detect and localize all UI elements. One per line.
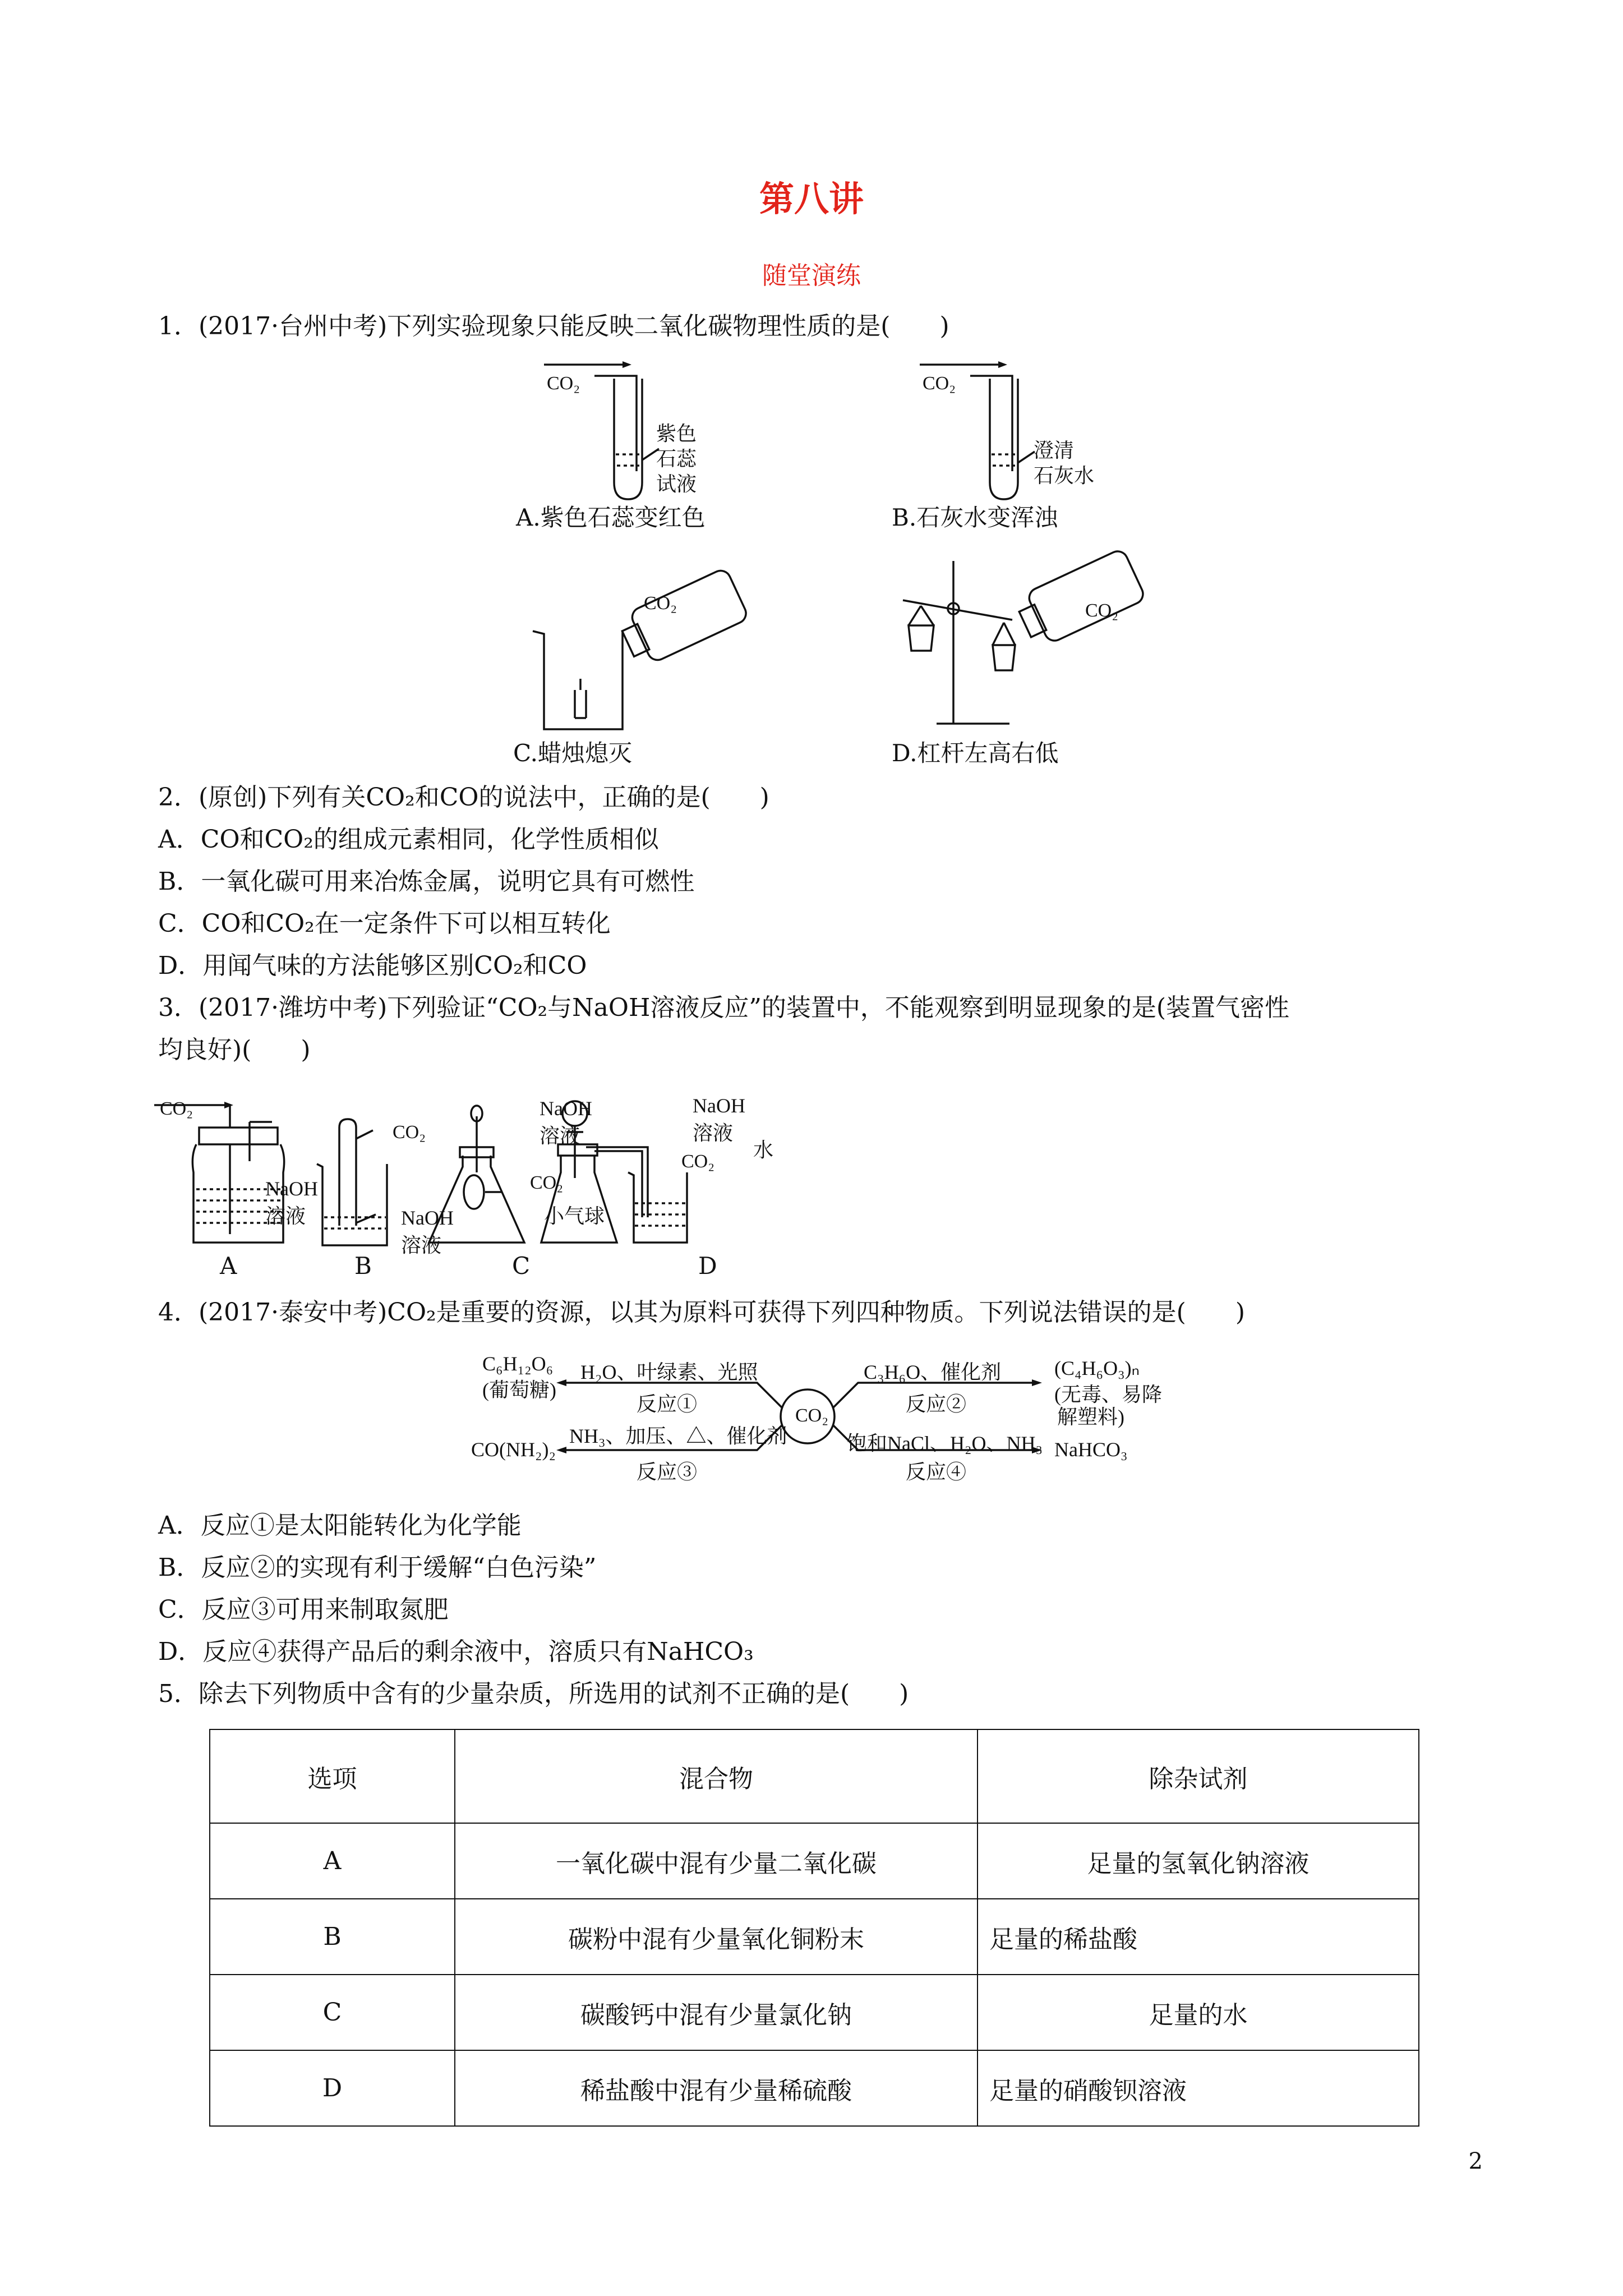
q1b-lime-2: 石灰水	[1034, 464, 1095, 487]
q1-caption-a: A.紫色石蕊变红色	[516, 504, 706, 531]
q4-condition-4: 饱和NaCl、H₂O、NH₃	[847, 1432, 1043, 1455]
table-header-row	[210, 1729, 1419, 1823]
q1a-co2-label: CO₂	[547, 373, 580, 394]
table-cell: C	[210, 1975, 455, 2050]
q4-product-2: (C₄H₆O₃)ₙ	[1054, 1357, 1140, 1379]
q1-fig-c-beaker-candle	[516, 567, 751, 735]
q3-caption-c: C	[512, 1252, 531, 1280]
table-cell: 足量的氢氧化钠溶液	[978, 1823, 1419, 1899]
q1-caption-c: C.蜡烛熄灭	[513, 739, 632, 767]
q3b-naoh-label: NaOH	[401, 1207, 454, 1229]
q3a-solution-label: 溶液	[265, 1205, 306, 1227]
q3-apparatus-figures	[151, 1088, 768, 1257]
section-subtitle: 随堂演练	[762, 261, 861, 290]
q3c-co2-label: CO₂	[530, 1172, 564, 1193]
table-row	[210, 1899, 1419, 1975]
q1b-lime-1: 澄清	[1034, 439, 1075, 462]
q1a-litmus-3: 试液	[656, 473, 697, 495]
table-cell: 足量的硝酸钡溶液	[978, 2050, 1419, 2126]
q2-option-c: C．CO和CO₂在一定条件下可以相互转化	[158, 909, 611, 938]
q1-stem: 1．(2017·台州中考)下列实验现象只能反映二氧化碳物理性质的是( )	[158, 312, 949, 341]
q3d-solution-label: 溶液	[693, 1122, 734, 1144]
table-row	[210, 2050, 1419, 2126]
table-header: 混合物	[455, 1729, 978, 1823]
page-title: 第八讲	[759, 178, 864, 219]
table-header: 选项	[210, 1729, 455, 1823]
table-cell: 足量的水	[978, 1975, 1419, 2050]
q1a-litmus-2: 石蕊	[656, 448, 697, 470]
q2-option-d: D．用闻气味的方法能够区别CO₂和CO	[158, 951, 587, 980]
q4-condition-3: NH₃、加压、△、催化剂	[569, 1425, 787, 1447]
q4-product-1: C₆H₁₂O₆	[482, 1352, 554, 1375]
q2-option-b: B．一氧化碳可用来冶炼金属，说明它具有可燃性	[158, 867, 695, 896]
q1-caption-d: D.杠杆左高右低	[892, 739, 1059, 767]
q4-option-c: C．反应③可用来制取氮肥	[158, 1595, 449, 1624]
table-cell: 碳酸钙中混有少量氯化钠	[455, 1975, 978, 2050]
q4-product-2-name-2: 解塑料)	[1057, 1406, 1124, 1428]
q1d-co2-label: CO₂	[1085, 600, 1119, 621]
q4-option-d: D．反应④获得产品后的剩余液中，溶质只有NaHCO₃	[158, 1637, 754, 1666]
table-row	[210, 1975, 1419, 2050]
q4-reaction-1: 反应①	[637, 1393, 698, 1415]
table-cell: A	[210, 1823, 455, 1899]
q3c-solution-label: 溶液	[540, 1125, 580, 1147]
q3-caption-d: D	[698, 1252, 717, 1280]
q3-stem-line2: 均良好)( )	[158, 1036, 311, 1064]
table-cell: B	[210, 1899, 455, 1975]
q3c-naoh-label: NaOH	[540, 1097, 592, 1120]
q3d-co2-label: CO₂	[681, 1151, 715, 1172]
q1c-co2-label: CO₂	[644, 593, 677, 614]
q4-center-co2: CO₂	[795, 1405, 829, 1426]
q4-product-4: NaHCO₃	[1054, 1438, 1128, 1461]
q1-fig-d-lever-scale	[892, 555, 1161, 735]
q3b-co2-label: CO₂	[393, 1122, 426, 1143]
q3-caption-b: B	[354, 1252, 372, 1280]
q3d-water-label: 水	[753, 1139, 774, 1161]
q3d-naoh-label: NaOH	[693, 1094, 745, 1117]
q4-option-a: A．反应①是太阳能转化为化学能	[158, 1511, 522, 1540]
q5-table	[209, 1729, 1419, 2127]
q4-option-b: B．反应②的实现有利于缓解“白色污染”	[158, 1553, 597, 1582]
table-header: 除杂试剂	[978, 1729, 1419, 1823]
table-cell: 一氧化碳中混有少量二氧化碳	[455, 1823, 978, 1899]
table-cell: 足量的稀盐酸	[978, 1899, 1419, 1975]
q4-product-3: CO(NH₂)₂	[471, 1438, 556, 1461]
q4-condition-1: H₂O、叶绿素、光照	[580, 1361, 758, 1383]
table-row	[210, 1823, 1419, 1899]
q4-reaction-4: 反应④	[906, 1461, 967, 1483]
table-cell: 稀盐酸中混有少量稀硫酸	[455, 2050, 978, 2126]
table-cell: D	[210, 2050, 455, 2126]
q5-stem: 5．除去下列物质中含有的少量杂质，所选用的试剂不正确的是( )	[158, 1680, 909, 1708]
q3a-naoh-label: NaOH	[265, 1177, 318, 1200]
q4-product-1-name: (葡萄糖)	[482, 1379, 556, 1401]
q4-reaction-3: 反应③	[637, 1461, 698, 1483]
q1-caption-b: B.石灰水变浑浊	[892, 504, 1058, 531]
q4-reaction-2: 反应②	[906, 1393, 967, 1415]
q1b-co2-label: CO₂	[923, 373, 956, 394]
q4-stem: 4．(2017·泰安中考)CO₂是重要的资源，以其为原料可获得下列四种物质。下列说法错误的是( )	[158, 1298, 1245, 1327]
q2-option-a: A．CO和CO₂的组成元素相同，化学性质相似	[158, 825, 659, 854]
table-cell: 碳粉中混有少量氧化铜粉末	[455, 1899, 978, 1975]
q3c-balloon-label: 小气球	[544, 1205, 605, 1227]
q4-product-2-name-1: (无毒、易降	[1054, 1383, 1162, 1406]
q4-condition-2: C₃H₆O、催化剂	[864, 1361, 1002, 1383]
q3a-co2-label: CO₂	[160, 1098, 193, 1119]
q3-caption-a: A	[220, 1252, 237, 1280]
page-number: 2	[1468, 2148, 1483, 2174]
q3-stem-line1: 3．(2017·潍坊中考)下列验证“CO₂与NaOH溶液反应”的装置中，不能观察到明显现象的是(装置气密性	[158, 993, 1289, 1022]
q1a-litmus-1: 紫色	[656, 422, 697, 445]
q3b-solution-label: 溶液	[401, 1234, 442, 1257]
q2-stem: 2．(原创)下列有关CO₂和CO的说法中，正确的是( )	[158, 783, 769, 812]
